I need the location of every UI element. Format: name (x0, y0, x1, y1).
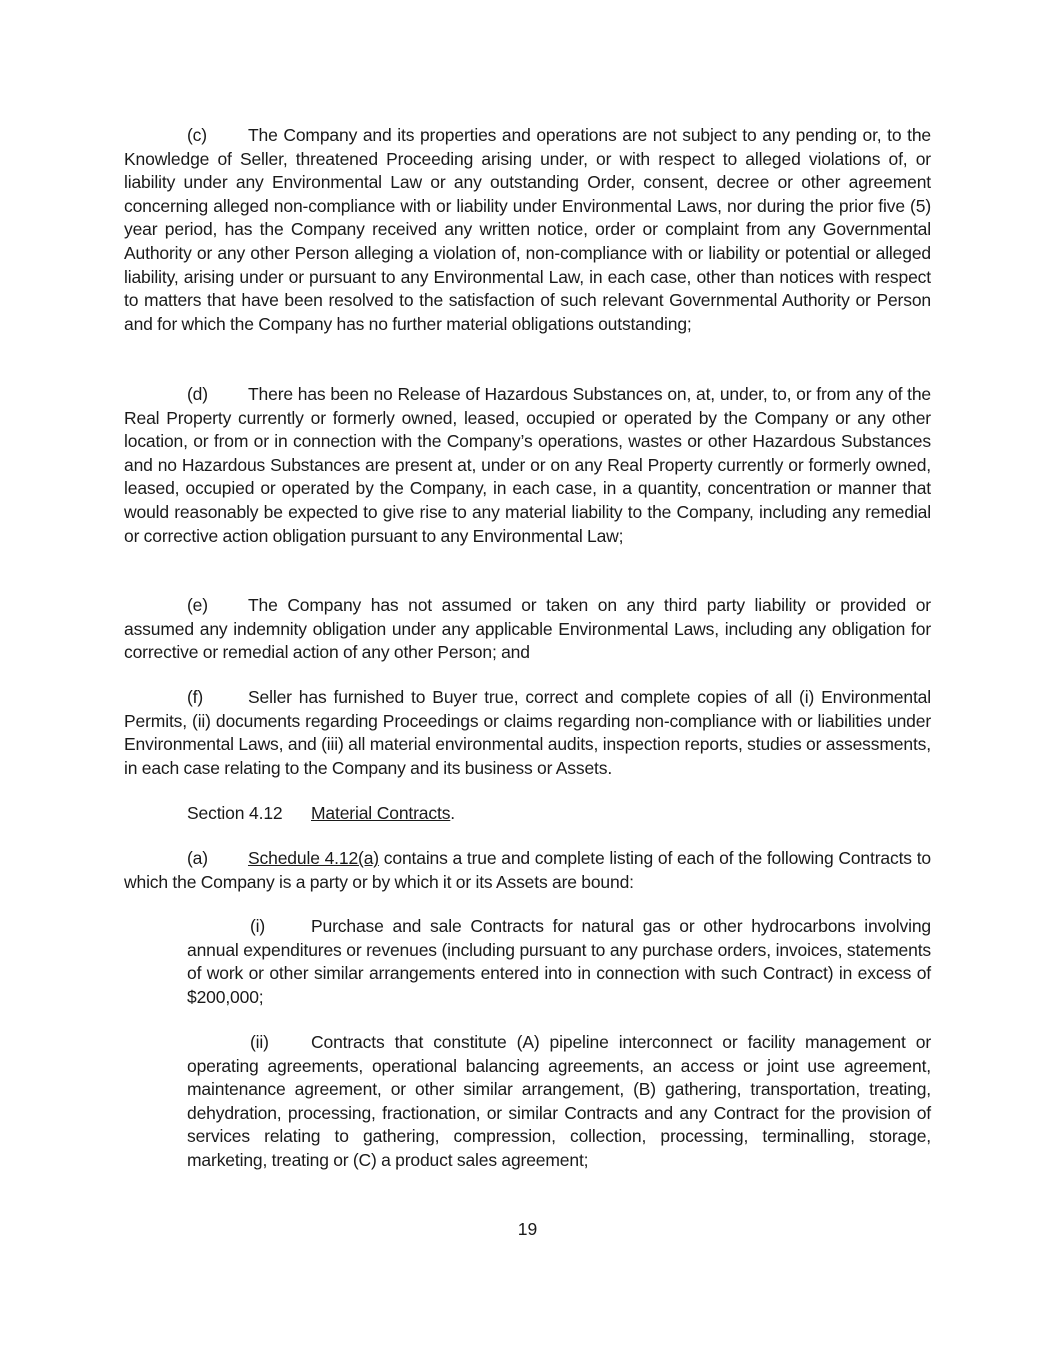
subitem-i-label: (i) (250, 916, 266, 936)
paragraph-e (124, 594, 931, 665)
section-a-text: contains a true and complete listing of each of the following Contracts to which the Company is a party or by which it or its Assets are bound: (124, 848, 931, 892)
paragraph-e-text: The Company has not assumed or taken on any third party liability or provided or assumed any indemnity obligation under any applicable Environmental Laws, including any obligation for corrective or remedial action of any other Person; and (124, 595, 931, 663)
section-number: Section 4.12 (187, 803, 283, 823)
page-number: 19 (517, 1219, 538, 1239)
paragraph-d-text: There has been no Release of Hazardous Substances on, at, under, to, or from any of the Real Property currently or formerly owned, leased, occupied or operated by the Company or any other location, or from or in connection with the Company’s operations, wastes or other Hazardous Substances and no Hazardous Substances are present at, under or on any Real Property currently or formerly owned, leased, occupied or operated by the Company, in each case, in a quantity, concentration or manner that would reasonably be expected to give rise to any material liability to the Company, including any remedial or corrective action obligation pursuant to any Environmental Law; (124, 384, 931, 546)
subitem-i (187, 915, 931, 1009)
paragraph-e-label: (e) (187, 595, 208, 615)
subitem-i-text: Purchase and sale Contracts for natural gas or other hydrocarbons involving annual expenditures or revenues (including pursuant to any purchase orders, invoices, statements of work or other similar arrangements entered into in connection with such Contract) in excess of $200,000; (187, 916, 931, 1007)
section-heading (187, 802, 455, 826)
section-title: Material Contracts (311, 803, 451, 823)
paragraph-c-text: The Company and its properties and operations are not subject to any pending or, to the Knowledge of Seller, threatened Proceeding arising under, or with respect to alleged violations of, or liability under any Environmental Law or any outstanding Order, consent, decree or other agreement concerning alleged non-compliance with or liability under Environmental Laws, nor during the prior five (5) year period, has the Company received any written notice, order or complaint from any Governmental Authority or any other Person alleging a violation of, non-compliance with or liability or potential or alleged liability, arising under or pursuant to any Environmental Law, in each case, other than notices with respect to matters that have been resolved to the satisfaction of such relevant Governmental Authority or Person and for which the Company has no further material obligations outstanding; (124, 125, 931, 334)
paragraph-f (124, 686, 931, 780)
paragraph-d-label: (d) (187, 384, 208, 404)
paragraph-c-label: (c) (187, 125, 207, 145)
paragraph-f-label: (f) (187, 687, 204, 707)
subitem-ii-label: (ii) (250, 1032, 269, 1052)
subitem-ii-text: Contracts that constitute (A) pipeline interconnect or facility management or operating agreements, operational balancing agreements, an access or joint use agreement, maintenance agreement, or other similar arrangement, (B) gathering, transportation, treating, dehydration, processing, fractionation, or similar Contracts and any Contract for the provision of services relating to gathering, compression, collection, processing, terminalling, storage, marketing, treating or (C) a product sales agreement; (187, 1032, 931, 1170)
section-title-period: . (450, 803, 456, 823)
subitem-ii (187, 1031, 931, 1173)
paragraph-d (124, 383, 931, 548)
schedule-reference: Schedule 4.12(a) (248, 848, 379, 868)
paragraph-f-text: Seller has furnished to Buyer true, correct and complete copies of all (i) Environmental Permits, (ii) documents regarding Proceedings or claims regarding non-compliance with or liabilities under Environmental Laws, and (iii) all material environmental audits, inspection reports, studies or assessments, in each case relating to the Company and its business or Assets. (124, 687, 931, 778)
paragraph-section-a (124, 847, 931, 894)
paragraph-c (124, 124, 931, 336)
section-a-label: (a) (187, 848, 208, 868)
